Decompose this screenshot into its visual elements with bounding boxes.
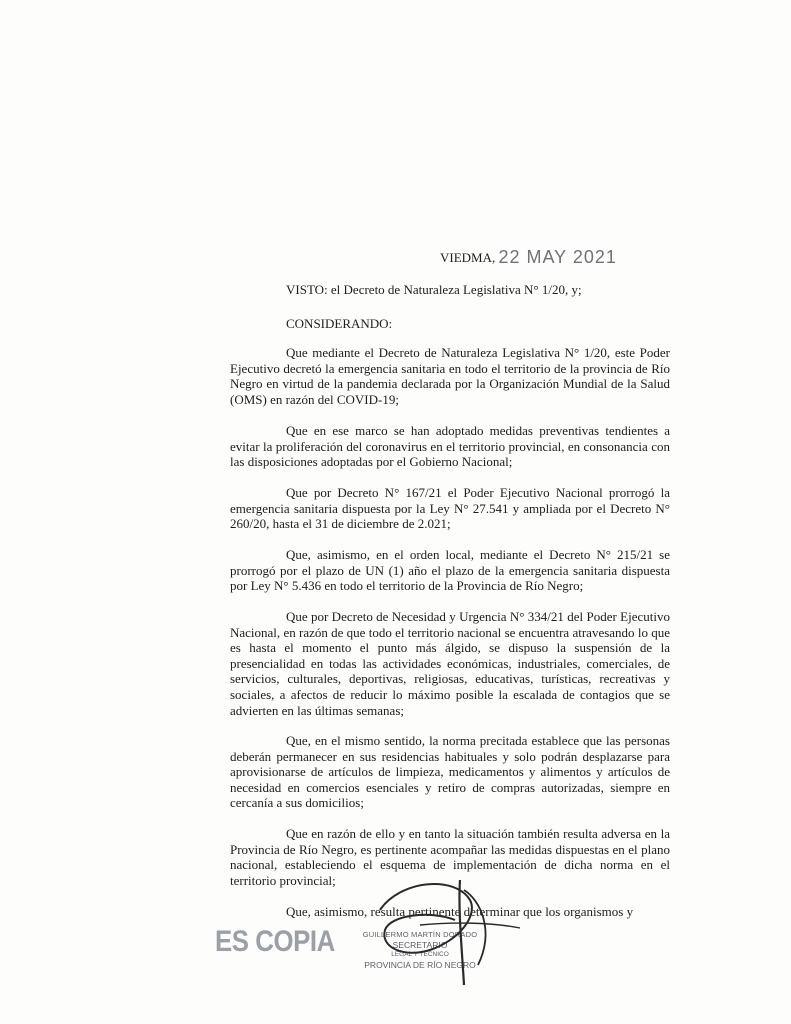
paragraph-5: Que por Decreto de Necesidad y Urgencia N° 334/21 del Poder Ejecutivo Nacional, en razón de que todo el territorio nacional se encuentra atravesando lo que es hasta el momento el punto más álgido, se dispuso la suspensión de la presencialidad en todas las actividades económicas, industriales, comerciales, de servicios, culturales, deportivas, religiosas, educativas, turísticas, recreativas y sociales, a afectos de reducir lo máximo posible la escalada de contagios que se advierten en las últimas semanas; <box>230 609 670 718</box>
official-name: GUILLERMO MARTÍN DORADO <box>362 930 478 939</box>
paragraph-1: Que mediante el Decreto de Naturaleza Legislativa N° 1/20, este Poder Ejecutivo decretó la emergencia sanitaria en todo el territorio de la provincia de Río Negro en virtud de la pandemia declarada por la Organización Mundial de la Salud (OMS) en razón del COVID-19; <box>230 345 670 407</box>
considerando-heading: CONSIDERANDO: <box>286 316 393 331</box>
paragraph-6: Que, en el mismo sentido, la norma precitada establece que las personas deberán permanecer en sus residencias habituales y solo podrán desplazarse para aprovisionarse de artículos de limpieza, medicamentos y alimentos y artículos de necesidad en comercios esenciales y retiro de compras autorizadas, siempre en cercanía a sus domicilios; <box>230 733 670 811</box>
paragraph-7: Que en razón de ello y en tanto la situación también resulta adversa en la Provincia de Río Negro, es pertinente acompañar las medidas dispuestas en el plano nacional, estableciendo el esquema de implementación de dicha norma en el territorio provincial; <box>230 826 670 888</box>
official-province: PROVINCIA DE RÍO NEGRO <box>364 960 476 970</box>
paragraph-4: Que, asimismo, en el orden local, mediante el Decreto N° 215/21 se prorrogó por el plazo de UN (1) año el plazo de la emergencia sanitaria dispuesta por Ley N° 5.436 en todo el territorio de la Provincia de Río Negro; <box>230 547 670 594</box>
city-label: VIEDMA, <box>440 250 496 265</box>
visto-line: VISTO: el Decreto de Naturaleza Legislativa N° 1/20, y; <box>286 282 582 297</box>
copy-stamp: ES COPIA <box>215 925 335 958</box>
official-seal <box>355 930 485 970</box>
official-title: SECRETARIO <box>392 940 448 950</box>
paragraph-8: Que, asimismo, resulta pertinente determinar que los organismos y <box>286 904 634 919</box>
paragraph-2: Que en ese marco se han adoptado medidas preventivas tendientes a evitar la proliferación del coronavirus en el territorio provincial, en consonancia con las disposiciones adoptadas por el Gobierno Nacional; <box>230 423 670 470</box>
date-stamp: 22 MAY 2021 <box>498 247 617 267</box>
official-legajo: LEGAL Y TÉCNICO <box>391 951 449 958</box>
date-line <box>440 246 617 267</box>
paragraph-3: Que por Decreto N° 167/21 el Poder Ejecutivo Nacional prorrogó la emergencia sanitaria dispuesta por la Ley N° 27.541 y ampliada por el Decreto N° 260/20, hasta el 31 de diciembre de 2.021; <box>230 485 670 532</box>
